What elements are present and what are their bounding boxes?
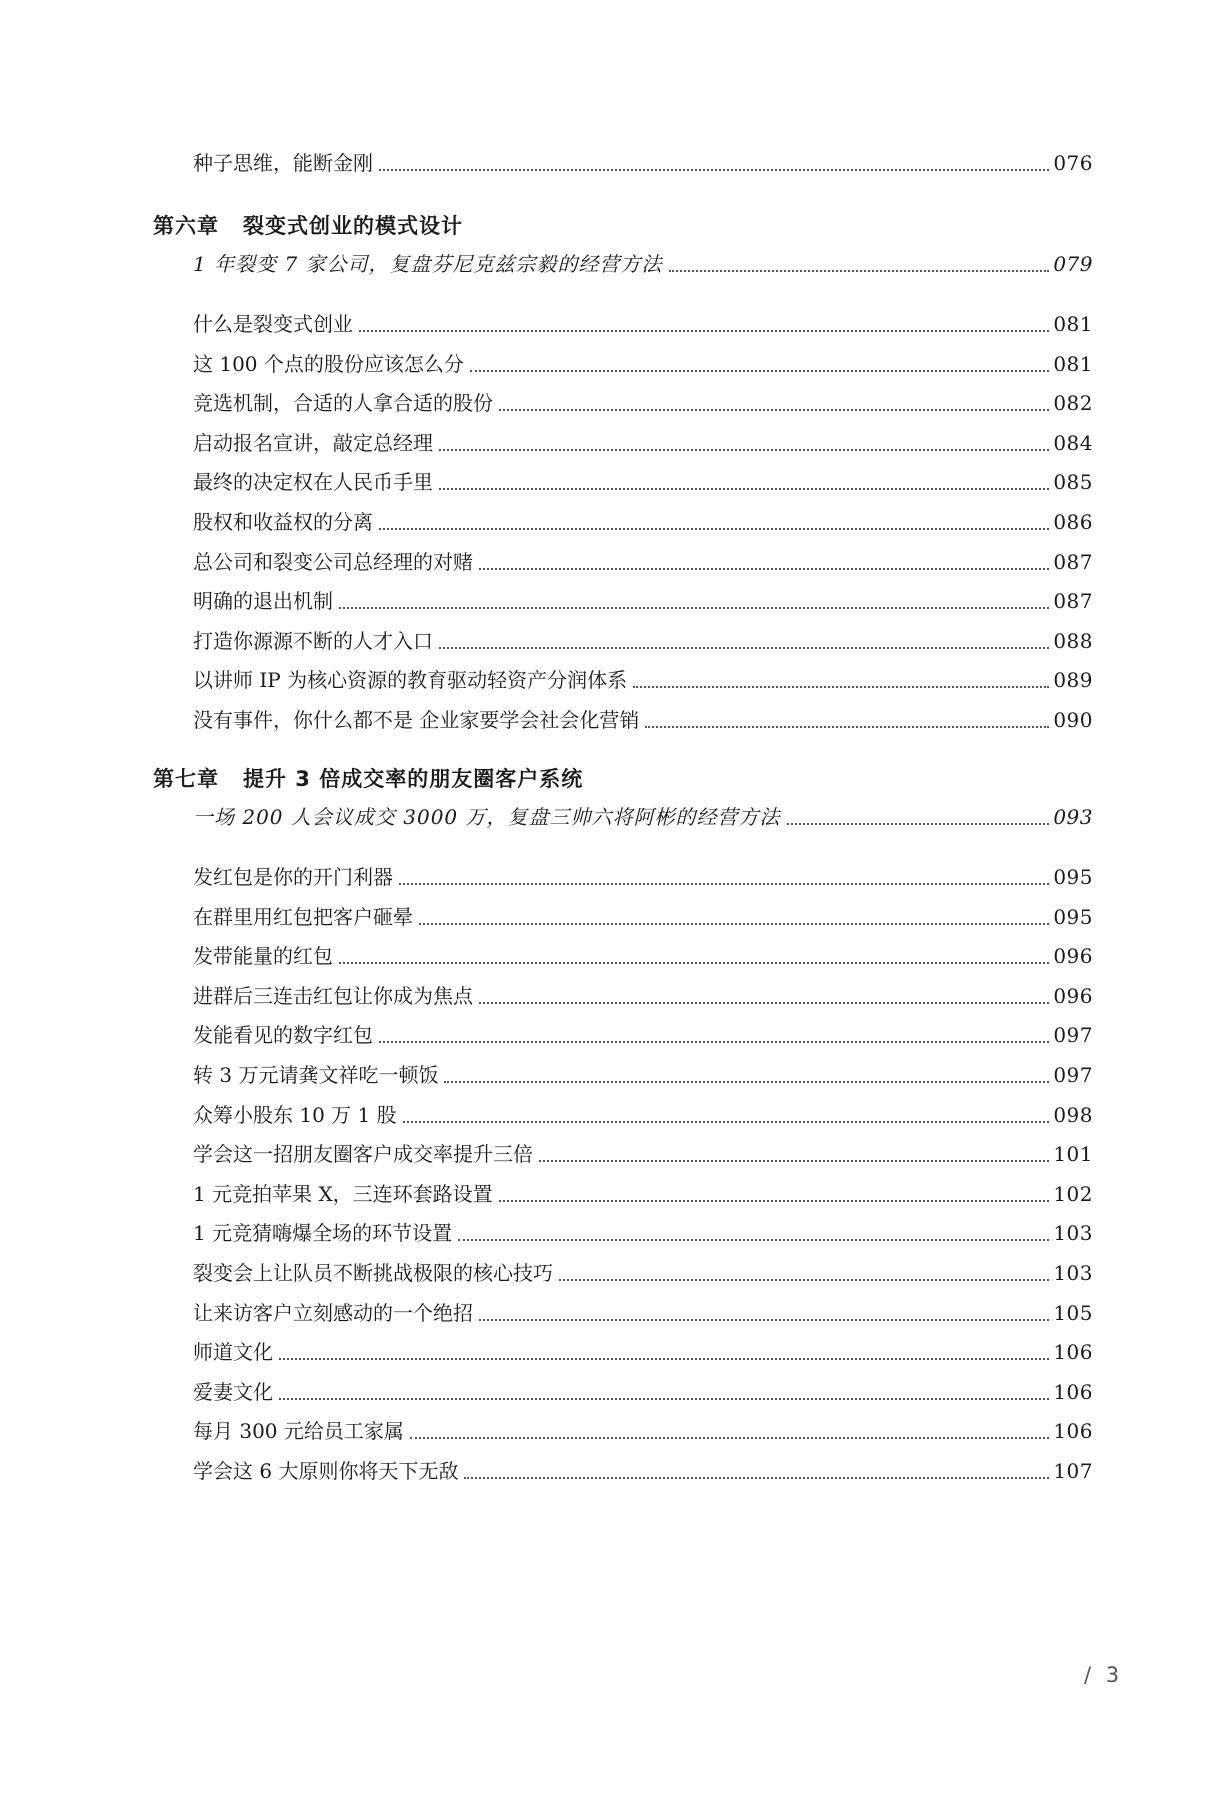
toc-entry-page: 103 (1053, 1261, 1093, 1285)
toc-entry[interactable] (193, 1020, 1093, 1050)
toc-entry-title: 1 元竞猜嗨爆全场的环节设置 (193, 1221, 453, 1246)
toc-entry[interactable] (193, 862, 1093, 892)
toc-entry-page: 097 (1053, 1023, 1093, 1048)
toc-entry-title: 启动报名宣讲，敲定总经理 (193, 430, 433, 455)
toc-entry-title: 发带能量的红包 (193, 944, 333, 969)
dot-leader (470, 370, 1049, 372)
dot-leader (379, 1041, 1049, 1043)
toc-entry-title: 以讲师 IP 为核心资源的教育驱动轻资产分润体系 (193, 668, 628, 693)
toc-entry-page: 098 (1053, 1102, 1093, 1127)
toc-entry-page: 089 (1053, 668, 1093, 693)
toc-entry[interactable] (193, 1258, 1093, 1288)
toc-entry[interactable] (193, 309, 1093, 339)
toc-entry-page: 101 (1053, 1142, 1093, 1167)
toc-entry-title: 转 3 万元请龚文祥吃一顿饭 (193, 1063, 439, 1087)
chapter-title: 裂变式创业的模式设计 (243, 214, 463, 238)
toc-entry[interactable] (193, 1139, 1093, 1169)
toc-entry-page: 088 (1053, 628, 1093, 653)
toc-entry-page: 106 (1053, 1340, 1093, 1365)
toc-entry[interactable] (193, 428, 1093, 458)
dot-leader (379, 528, 1049, 530)
toc-entry[interactable] (193, 586, 1093, 616)
toc-entry-title: 1 元竞拍苹果 X，三连环套路设置 (193, 1181, 493, 1206)
chapter-lead-entry[interactable] (193, 249, 1093, 279)
toc-entry[interactable] (193, 1100, 1093, 1130)
toc-entry[interactable] (193, 1456, 1093, 1486)
chapter-title: 提升 3 倍成交率的朋友圈客户系统 (243, 767, 584, 791)
toc-entry[interactable] (193, 467, 1093, 497)
toc-entry[interactable] (193, 902, 1093, 932)
toc-entry-title: 每月 300 元给员工家属 (193, 1419, 404, 1444)
dot-leader (479, 1319, 1049, 1321)
dot-leader (787, 823, 1050, 825)
toc-entry-page: 086 (1053, 510, 1093, 534)
dot-leader (439, 449, 1049, 451)
toc-entry-title: 总公司和裂变公司总经理的对赌 (193, 549, 473, 574)
chapter-lead-entry[interactable] (193, 802, 1093, 832)
toc-entry-page: 087 (1053, 589, 1093, 614)
toc-entry-page: 084 (1053, 430, 1093, 455)
chapter-heading[interactable] (153, 210, 463, 242)
toc-entry-page: 085 (1053, 470, 1093, 495)
toc-entry[interactable] (193, 1060, 1093, 1090)
toc-entry-page: 090 (1053, 708, 1093, 732)
dot-leader (279, 1358, 1049, 1360)
toc-entry[interactable] (193, 941, 1093, 971)
toc-entry-title: 股权和收益权的分离 (193, 510, 373, 534)
toc-entry-title: 种子思维，能断金刚 (193, 151, 373, 175)
dot-leader (399, 883, 1049, 885)
toc-entry-title: 让来访客户立刻感动的一个绝招 (193, 1300, 473, 1325)
toc-entry-title: 爱妻文化 (193, 1379, 273, 1404)
dot-leader (539, 1160, 1049, 1162)
toc-entry[interactable] (193, 388, 1093, 418)
dot-leader (645, 726, 1049, 728)
dot-leader (633, 686, 1049, 688)
toc-entry-page: 079 (1053, 252, 1093, 276)
dot-leader (669, 270, 1050, 272)
toc-entry[interactable] (193, 1298, 1093, 1328)
toc-entry-title: 什么是裂变式创业 (193, 312, 353, 336)
dot-leader (479, 568, 1049, 570)
toc-entry[interactable] (193, 349, 1093, 379)
dot-leader (439, 488, 1049, 490)
toc-entry-title: 在群里用红包把客户砸晕 (193, 904, 413, 929)
toc-entry-title: 发能看见的数字红包 (193, 1023, 373, 1048)
toc-entry-page: 102 (1053, 1181, 1093, 1206)
toc-entry-page: 087 (1053, 549, 1093, 574)
toc-entry-page: 103 (1053, 1221, 1093, 1246)
toc-entry-page: 093 (1053, 805, 1093, 829)
toc-entry-page: 107 (1053, 1459, 1093, 1483)
dot-leader (410, 1437, 1049, 1439)
toc-entry[interactable] (193, 665, 1093, 695)
toc-entry-title: 竞选机制，合适的人拿合适的股份 (193, 391, 493, 416)
dot-leader (444, 1081, 1049, 1083)
toc-entry-page: 106 (1053, 1419, 1093, 1444)
toc-entry-page: 081 (1053, 312, 1093, 336)
toc-entry-title: 打造你源源不断的人才入口 (193, 628, 433, 653)
toc-entry[interactable] (193, 626, 1093, 656)
toc-entry-page: 106 (1053, 1379, 1093, 1404)
toc-entry-title: 学会这一招朋友圈客户成交率提升三倍 (193, 1142, 533, 1167)
chapter-heading[interactable] (153, 763, 583, 795)
dot-leader (499, 409, 1049, 411)
toc-entry-title: 最终的决定权在人民币手里 (193, 470, 433, 495)
chapter-number: 第七章 (153, 767, 219, 791)
toc-entry-title: 进群后三连击红包让你成为焦点 (193, 983, 473, 1008)
toc-entry-title: 没有事件，你什么都不是 企业家要学会社会化营销 (193, 708, 640, 732)
dot-leader (359, 330, 1049, 332)
toc-entry-title: 学会这 6 大原则你将天下无敌 (193, 1459, 459, 1483)
toc-entry[interactable] (193, 1218, 1093, 1248)
chapter-number: 第六章 (153, 214, 219, 238)
toc-entry[interactable] (193, 1416, 1093, 1446)
toc-entry-title: 发红包是你的开门利器 (193, 865, 393, 889)
dot-leader (479, 1002, 1049, 1004)
toc-entry-page: 105 (1053, 1300, 1093, 1325)
toc-entry-title: 1 年裂变 7 家公司，复盘芬尼克兹宗毅的经营方法 (193, 252, 663, 276)
page-folio: / 3 (1084, 1663, 1124, 1687)
dot-leader (499, 1200, 1050, 1202)
dot-leader (379, 169, 1049, 171)
toc-entry[interactable] (193, 1179, 1093, 1209)
toc-entry-page: 076 (1053, 151, 1093, 175)
toc-entry-page: 096 (1053, 944, 1093, 969)
toc-entry[interactable] (193, 1377, 1093, 1407)
toc-entry[interactable] (193, 507, 1093, 537)
dot-leader (419, 923, 1049, 925)
toc-entry-page: 082 (1053, 391, 1093, 416)
dot-leader (439, 647, 1049, 649)
toc-entry-page: 081 (1053, 351, 1093, 376)
toc-entry-page: 097 (1053, 1063, 1093, 1087)
dot-leader (403, 1121, 1050, 1123)
toc-entry-title: 明确的退出机制 (193, 589, 333, 614)
dot-leader (339, 962, 1049, 964)
toc-entry[interactable] (193, 148, 1093, 178)
dot-leader (279, 1398, 1049, 1400)
toc-entry-page: 095 (1053, 865, 1093, 889)
toc-entry-title: 众筹小股东 10 万 1 股 (193, 1102, 397, 1127)
toc-entry[interactable] (193, 705, 1093, 735)
toc-entry-page: 096 (1053, 983, 1093, 1008)
dot-leader (458, 1239, 1049, 1241)
dot-leader (559, 1279, 1049, 1281)
toc-entry-page: 095 (1053, 904, 1093, 929)
toc-entry-title: 师道文化 (193, 1340, 273, 1365)
dot-leader (464, 1477, 1049, 1479)
toc-entry[interactable] (193, 547, 1093, 577)
toc-entry[interactable] (193, 1337, 1093, 1367)
toc-entry-title: 一场 200 人会议成交 3000 万，复盘三帅六将阿彬的经营方法 (193, 805, 781, 829)
toc-entry-title: 这 100 个点的股份应该怎么分 (193, 351, 464, 376)
dot-leader (339, 607, 1049, 609)
toc-entry[interactable] (193, 981, 1093, 1011)
toc-entry-title: 裂变会上让队员不断挑战极限的核心技巧 (193, 1261, 553, 1285)
